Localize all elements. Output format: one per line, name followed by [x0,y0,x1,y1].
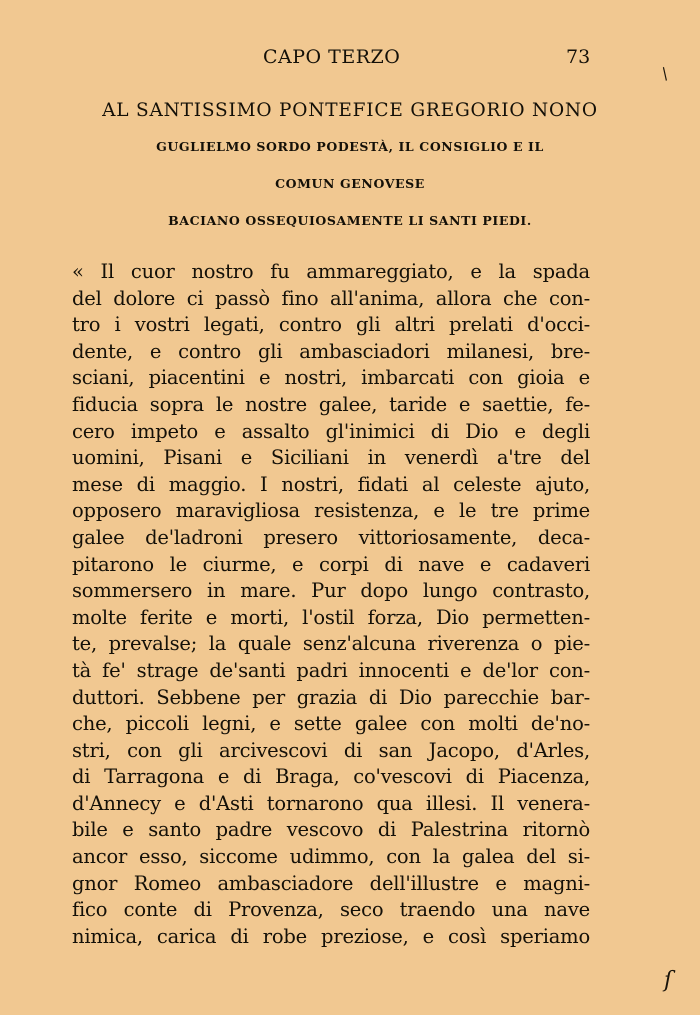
text-line: d'Annecy e d'Asti tornarono qua illesi. Il venera- [72,791,590,815]
text-line: duttori. Sebbene per grazia di Dio parecchie bar- [72,685,590,709]
text-line: nimica, carica di robe preziose, e così speriamo [72,924,590,948]
text-line: cero impeto e assalto gl'inimici di Dio e degli [72,419,590,443]
ink-mark: / [657,63,672,84]
text-line: « Il cuor nostro fu ammareggiato, e la spada [72,260,590,283]
text-line: fico conte di Provenza, seco traendo una nave [72,898,590,922]
text-line: ancor esso, siccome udimmo, con la galea del si- [72,845,590,869]
text-line: di Tarragona e di Braga, co'vescovi di Piacenza, [72,765,590,789]
dedication-line-greeting: BACIANO OSSEQUIOSAMENTE LI SANTI PIEDI. [168,213,532,228]
text-line: te, prevalse; la quale senz'alcuna riverenza o pie- [72,632,590,656]
dedication [0,96,700,246]
text-line: molte ferite e morti, l'ostil forza, Dio permetten- [72,605,590,629]
text-line: galee de'ladroni presero vittoriosamente, deca- [72,525,590,549]
text-line: tà fe' strage de'santi padri innocenti e de'lor con- [72,658,590,682]
text-line: bile e santo padre vescovo di Palestrina ritornò [72,818,590,842]
text-line: tro i vostri legati, contro gli altri prelati d'occi- [72,313,590,337]
running-title: CAPO TERZO [263,46,401,68]
text-line: gnor Romeo ambasciadore dell'illustre e magni- [72,871,590,895]
dedication-line-commune: COMUN GENOVESE [275,176,425,191]
dedication-line-senders: GUGLIELMO SORDO PODESTÀ, IL CONSIGLIO E IL [156,139,544,154]
text-line: sciani, piacentini e nostri, imbarcati con gioia e [72,366,590,390]
text-line: pitarono le ciurme, e corpi di nave e cadaveri [72,552,590,576]
text-line: stri, con gli arcivescovi di san Jacopo, d'Arles, [72,738,590,762]
text-line: mese di maggio. I nostri, fidati al celeste ajuto, [72,472,590,496]
body-text [72,259,590,950]
text-line: dente, e contro gli ambasciadori milanesi, bre- [72,339,590,363]
ink-mark: ſ [664,968,673,993]
running-head [0,46,700,72]
text-line: uomini, Pisani e Siciliani in venerdì a'tre del [72,446,590,470]
text-line: fiducia sopra le nostre galee, taride e saettie, fe- [72,392,590,416]
text-line: sommersero in mare. Pur dopo lungo contrasto, [72,579,590,603]
text-line: del dolore ci passò fino all'anima, allora che con- [72,286,590,310]
text-line: che, piccoli legni, e sette galee con molti de'no- [72,712,590,736]
page-number: 73 [566,46,591,68]
text-line: opposero maravigliosa resistenza, e le tre prime [72,499,590,523]
dedication-line-recipient: AL SANTISSIMO PONTEFICE GREGORIO NONO [102,100,598,121]
